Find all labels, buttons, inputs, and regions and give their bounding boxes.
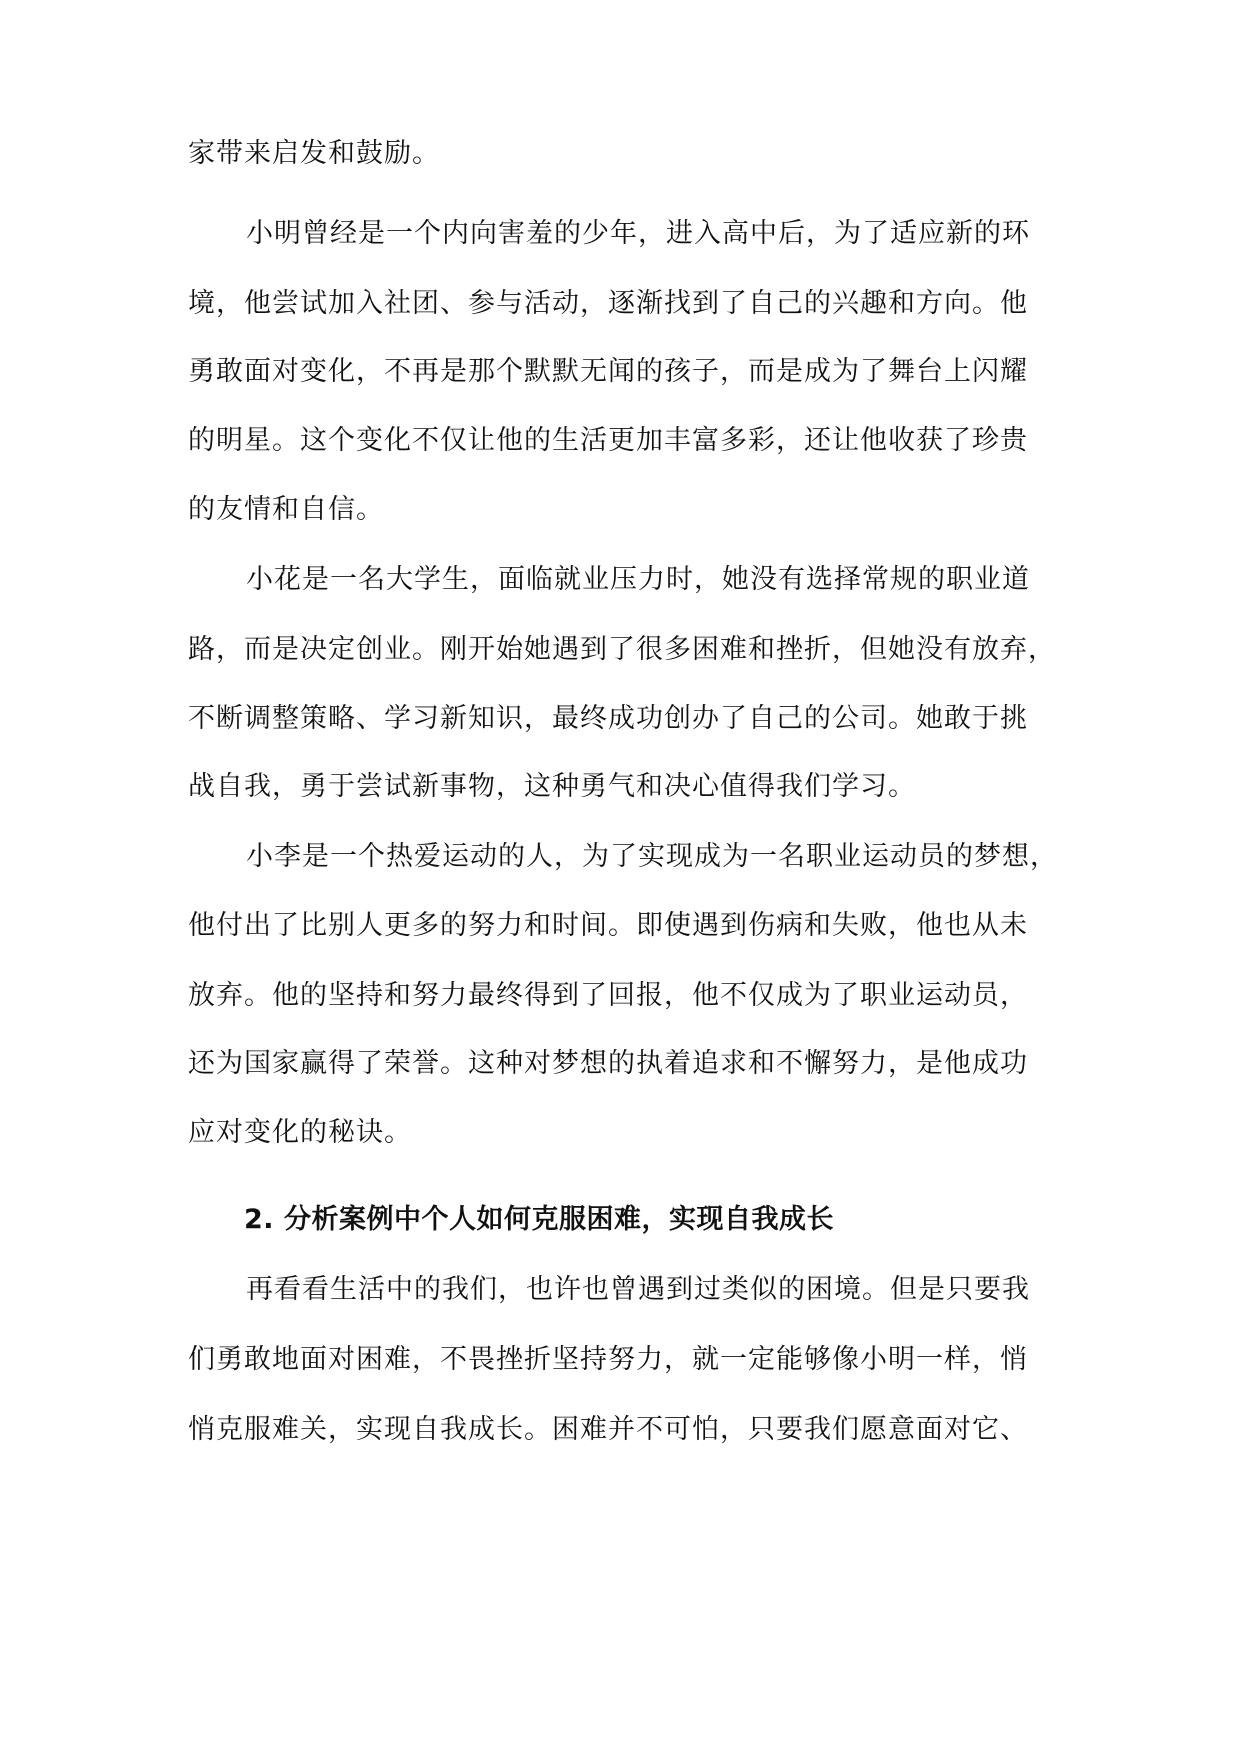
paragraph-line: 应对变化的秘诀。 xyxy=(188,1117,412,1148)
section-heading: 2. 分析案例中个人如何克服困难，实现自我成长 xyxy=(244,1204,834,1235)
paragraph-line: 还为国家赢得了荣誉。这种对梦想的执着追求和不懈努力，是他成功 xyxy=(188,1048,1028,1079)
paragraph-line: 悄克服难关，实现自我成长。困难并不可怕，只要我们愿意面对它、 xyxy=(188,1414,1028,1445)
paragraph-line: 境，他尝试加入社团、参与活动，逐渐找到了自己的兴趣和方向。他 xyxy=(188,288,1028,319)
paragraph-line: 小明曾经是一个内向害羞的少年，进入高中后，为了适应新的环 xyxy=(246,218,1030,249)
paragraph-line: 们勇敢地面对困难，不畏挫折坚持努力，就一定能够像小明一样，悄 xyxy=(188,1344,1028,1375)
paragraph-line: 不断调整策略、学习新知识，最终成功创办了自己的公司。她敢于挑 xyxy=(188,703,1028,734)
paragraph-line: 他付出了比别人更多的努力和时间。即使遇到伤病和失败，他也从未 xyxy=(188,910,1028,941)
paragraph-line: 路，而是决定创业。刚开始她遇到了很多困难和挫折，但她没有放弃， xyxy=(188,634,1056,665)
paragraph-line: 战自我，勇于尝试新事物，这种勇气和决心值得我们学习。 xyxy=(188,771,916,802)
paragraph-line: 的明星。这个变化不仅让他的生活更加丰富多彩，还让他收获了珍贵 xyxy=(188,425,1028,456)
paragraph-line: 勇敢面对变化，不再是那个默默无闻的孩子，而是成为了舞台上闪耀 xyxy=(188,356,1028,387)
paragraph-line: 家带来启发和鼓励。 xyxy=(188,138,440,169)
paragraph-line: 再看看生活中的我们，也许也曾遇到过类似的困境。但是只要我 xyxy=(246,1274,1030,1305)
paragraph-line: 小花是一名大学生，面临就业压力时，她没有选择常规的职业道 xyxy=(246,564,1030,595)
paragraph-line: 的友情和自信。 xyxy=(188,494,384,525)
paragraph-line: 放弃。他的坚持和努力最终得到了回报，他不仅成为了职业运动员， xyxy=(188,980,1028,1011)
paragraph-line: 小李是一个热爱运动的人，为了实现成为一名职业运动员的梦想， xyxy=(246,841,1058,872)
